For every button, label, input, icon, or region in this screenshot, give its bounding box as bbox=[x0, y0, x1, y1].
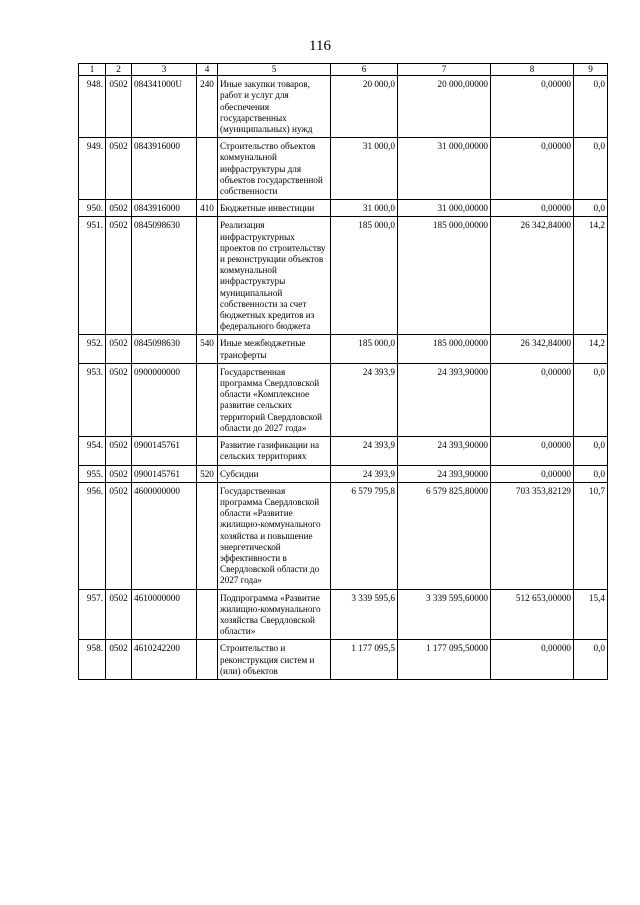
section-code-cell: 0502 bbox=[106, 76, 132, 138]
refined-amount-cell: 24 393,90000 bbox=[398, 363, 491, 436]
item-name-cell: Государственная программа Свердловской области «Комплексное развитие сельских территорий Свердловской области до 2027 года» bbox=[218, 363, 331, 436]
target-code-cell: 0900145761 bbox=[132, 437, 197, 465]
refined-amount-cell: 3 339 595,60000 bbox=[398, 589, 491, 640]
table-row bbox=[79, 437, 608, 465]
executed-amount-cell: 0,00000 bbox=[491, 640, 574, 680]
item-name-cell: Иные закупки товаров, работ и услуг для обеспечения государственных (муниципальных) нужд bbox=[218, 76, 331, 138]
item-name-cell: Субсидии bbox=[218, 465, 331, 482]
refined-amount-cell: 185 000,00000 bbox=[398, 217, 491, 335]
header-cell: 8 bbox=[491, 64, 574, 76]
section-code-cell: 0502 bbox=[106, 217, 132, 335]
percent-cell: 0,0 bbox=[574, 640, 608, 680]
target-code-cell: 4610000000 bbox=[132, 589, 197, 640]
header-cell: 3 bbox=[132, 64, 197, 76]
row-number-cell: 955. bbox=[79, 465, 106, 482]
item-name-cell: Подпрограмма «Развитие жилищно-коммунального хозяйства Свердловской области» bbox=[218, 589, 331, 640]
executed-amount-cell: 0,00000 bbox=[491, 138, 574, 200]
target-code-cell: 0843916000 bbox=[132, 138, 197, 200]
percent-cell: 0,0 bbox=[574, 363, 608, 436]
item-name-cell: Бюджетные инвестиции bbox=[218, 200, 331, 217]
row-number-cell: 948. bbox=[79, 76, 106, 138]
planned-amount-cell: 6 579 795,8 bbox=[331, 482, 398, 589]
page-number: 116 bbox=[309, 38, 331, 54]
item-name-cell: Развитие газификации на сельских территориях bbox=[218, 437, 331, 465]
refined-amount-cell: 1 177 095,50000 bbox=[398, 640, 491, 680]
item-name-cell: Реализация инфраструктурных проектов по строительству и реконструкции объектов коммунальной инфраструктуры муниципальной собственности за счет бюджетных кредитов из федерального бюджета bbox=[218, 217, 331, 335]
section-code-cell: 0502 bbox=[106, 640, 132, 680]
planned-amount-cell: 24 393,9 bbox=[331, 363, 398, 436]
table-row bbox=[79, 363, 608, 436]
row-number-cell: 956. bbox=[79, 482, 106, 589]
expense-type-cell: 540 bbox=[197, 335, 218, 363]
percent-cell: 15,4 bbox=[574, 589, 608, 640]
percent-cell: 14,2 bbox=[574, 335, 608, 363]
header-cell: 1 bbox=[79, 64, 106, 76]
header-cell: 5 bbox=[218, 64, 331, 76]
refined-amount-cell: 31 000,00000 bbox=[398, 138, 491, 200]
row-number-cell: 949. bbox=[79, 138, 106, 200]
section-code-cell: 0502 bbox=[106, 437, 132, 465]
executed-amount-cell: 0,00000 bbox=[491, 76, 574, 138]
expense-type-cell: 410 bbox=[197, 200, 218, 217]
item-name-cell: Строительство объектов коммунальной инфраструктуры для объектов государственной собственности bbox=[218, 138, 331, 200]
target-code-cell: 0900145761 bbox=[132, 465, 197, 482]
item-name-cell: Государственная программа Свердловской области «Развитие жилищно-коммунального хозяйства и повышение энергетической эффективности в Свердловской области до 2027 года» bbox=[218, 482, 331, 589]
table-row bbox=[79, 640, 608, 680]
executed-amount-cell: 0,00000 bbox=[491, 465, 574, 482]
row-number-cell: 958. bbox=[79, 640, 106, 680]
expense-type-cell bbox=[197, 363, 218, 436]
item-name-cell: Строительство и реконструкция систем и (или) объектов bbox=[218, 640, 331, 680]
expense-type-cell: 240 bbox=[197, 76, 218, 138]
refined-amount-cell: 20 000,00000 bbox=[398, 76, 491, 138]
expense-type-cell bbox=[197, 437, 218, 465]
target-code-cell: 0845098630 bbox=[132, 335, 197, 363]
header-cell: 2 bbox=[106, 64, 132, 76]
table-row bbox=[79, 335, 608, 363]
header-cell: 4 bbox=[197, 64, 218, 76]
section-code-cell: 0502 bbox=[106, 138, 132, 200]
table-row bbox=[79, 482, 608, 589]
row-number-cell: 953. bbox=[79, 363, 106, 436]
table-row bbox=[79, 138, 608, 200]
expense-type-cell bbox=[197, 640, 218, 680]
target-code-cell: 0843916000 bbox=[132, 200, 197, 217]
expense-type-cell: 520 bbox=[197, 465, 218, 482]
target-code-cell: 4600000000 bbox=[132, 482, 197, 589]
row-number-cell: 950. bbox=[79, 200, 106, 217]
item-name-cell: Иные межбюджетные трансферты bbox=[218, 335, 331, 363]
section-code-cell: 0502 bbox=[106, 482, 132, 589]
section-code-cell: 0502 bbox=[106, 363, 132, 436]
target-code-cell: 0845098630 bbox=[132, 217, 197, 335]
planned-amount-cell: 3 339 595,6 bbox=[331, 589, 398, 640]
planned-amount-cell: 1 177 095,5 bbox=[331, 640, 398, 680]
percent-cell: 0,0 bbox=[574, 76, 608, 138]
section-code-cell: 0502 bbox=[106, 335, 132, 363]
executed-amount-cell: 703 353,82129 bbox=[491, 482, 574, 589]
planned-amount-cell: 24 393,9 bbox=[331, 437, 398, 465]
refined-amount-cell: 6 579 825,80000 bbox=[398, 482, 491, 589]
planned-amount-cell: 31 000,0 bbox=[331, 200, 398, 217]
table-row bbox=[79, 589, 608, 640]
target-code-cell: 0900000000 bbox=[132, 363, 197, 436]
planned-amount-cell: 20 000,0 bbox=[331, 76, 398, 138]
percent-cell: 10,7 bbox=[574, 482, 608, 589]
percent-cell: 0,0 bbox=[574, 465, 608, 482]
section-code-cell: 0502 bbox=[106, 589, 132, 640]
expense-type-cell bbox=[197, 482, 218, 589]
table-row bbox=[79, 76, 608, 138]
row-number-cell: 951. bbox=[79, 217, 106, 335]
executed-amount-cell: 512 653,00000 bbox=[491, 589, 574, 640]
refined-amount-cell: 24 393,90000 bbox=[398, 465, 491, 482]
table-row bbox=[79, 200, 608, 217]
executed-amount-cell: 26 342,84000 bbox=[491, 217, 574, 335]
header-cell: 6 bbox=[331, 64, 398, 76]
percent-cell: 14,2 bbox=[574, 217, 608, 335]
table-row bbox=[79, 217, 608, 335]
executed-amount-cell: 0,00000 bbox=[491, 363, 574, 436]
target-code-cell: 4610242200 bbox=[132, 640, 197, 680]
target-code-cell: 084341000U bbox=[132, 76, 197, 138]
refined-amount-cell: 24 393,90000 bbox=[398, 437, 491, 465]
expense-type-cell bbox=[197, 138, 218, 200]
table-row bbox=[79, 465, 608, 482]
section-code-cell: 0502 bbox=[106, 465, 132, 482]
executed-amount-cell: 0,00000 bbox=[491, 200, 574, 217]
executed-amount-cell: 0,00000 bbox=[491, 437, 574, 465]
percent-cell: 0,0 bbox=[574, 437, 608, 465]
header-cell: 9 bbox=[574, 64, 608, 76]
executed-amount-cell: 26 342,84000 bbox=[491, 335, 574, 363]
row-number-cell: 954. bbox=[79, 437, 106, 465]
table-header-row bbox=[79, 64, 608, 76]
row-number-cell: 952. bbox=[79, 335, 106, 363]
refined-amount-cell: 185 000,00000 bbox=[398, 335, 491, 363]
expense-type-cell bbox=[197, 217, 218, 335]
budget-table bbox=[78, 63, 608, 680]
percent-cell: 0,0 bbox=[574, 138, 608, 200]
planned-amount-cell: 185 000,0 bbox=[331, 335, 398, 363]
row-number-cell: 957. bbox=[79, 589, 106, 640]
planned-amount-cell: 24 393,9 bbox=[331, 465, 398, 482]
planned-amount-cell: 31 000,0 bbox=[331, 138, 398, 200]
planned-amount-cell: 185 000,0 bbox=[331, 217, 398, 335]
refined-amount-cell: 31 000,00000 bbox=[398, 200, 491, 217]
expense-type-cell bbox=[197, 589, 218, 640]
header-cell: 7 bbox=[398, 64, 491, 76]
percent-cell: 0,0 bbox=[574, 200, 608, 217]
section-code-cell: 0502 bbox=[106, 200, 132, 217]
